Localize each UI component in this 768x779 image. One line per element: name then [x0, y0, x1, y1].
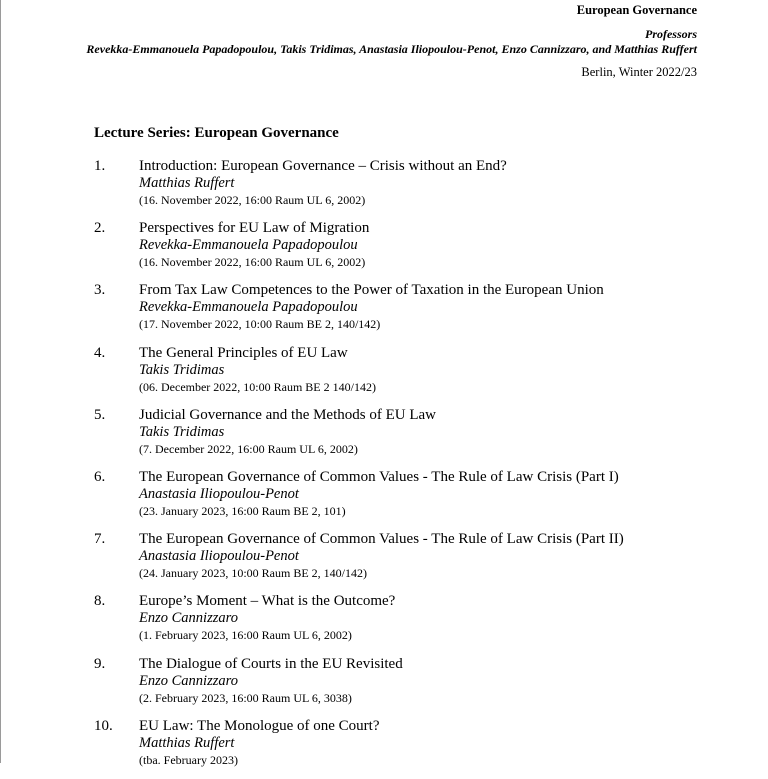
lecture-speaker: Enzo Cannizzaro: [139, 672, 238, 689]
lecture-number: 5.: [94, 406, 106, 423]
lecture-date-room: (16. November 2022, 16:00 Raum UL 6, 2002): [139, 255, 366, 270]
lecture-date-room: (1. February 2023, 16:00 Raum UL 6, 2002): [139, 628, 352, 643]
professors-names: Revekka-Emmanouela Papadopoulou, Takis Tridimas, Anastasia Iliopoulou-Penot, Enzo Cannizzaro, and Matthias Ruffert: [86, 42, 697, 56]
lecture-speaker: Takis Tridimas: [139, 423, 225, 440]
page-left-edge: [0, 0, 1, 763]
lecture-speaker: Anastasia Iliopoulou-Penot: [139, 485, 299, 502]
lecture-item: [94, 157, 714, 219]
lecture-speaker: Anastasia Iliopoulou-Penot: [139, 548, 299, 565]
lecture-title: The European Governance of Common Values - The Rule of Law Crisis (Part II): [139, 531, 624, 548]
lecture-title: Judicial Governance and the Methods of EU Law: [139, 406, 436, 423]
lecture-title: The European Governance of Common Values - The Rule of Law Crisis (Part I): [139, 468, 619, 485]
lecture-date-room: (2. February 2023, 16:00 Raum UL 6, 3038): [139, 690, 352, 705]
lecture-title: Europe’s Moment – What is the Outcome?: [139, 593, 396, 610]
lecture-item: [94, 717, 714, 779]
lecture-number: 1.: [94, 158, 106, 174]
lecture-title: The Dialogue of Courts in the EU Revisited: [139, 655, 403, 672]
lecture-date-room: (06. December 2022, 10:00 Raum BE 2 140/142): [139, 379, 376, 394]
lecture-item: [94, 406, 714, 468]
professors-label: Professors: [644, 27, 697, 41]
lecture-title: Introduction: European Governance – Crisis without an End?: [139, 158, 507, 174]
lecture-speaker: Matthias Ruffert: [139, 734, 235, 751]
lecture-number: 10.: [94, 717, 113, 734]
lecture-number: 7.: [94, 531, 106, 548]
lecture-number: 9.: [94, 655, 106, 672]
lecture-item: [94, 530, 714, 592]
lecture-date-room: (24. January 2023, 10:00 Raum BE 2, 140/142): [139, 566, 367, 581]
lecture-item: [94, 281, 714, 343]
lecture-number: 8.: [94, 593, 106, 610]
lecture-date-room: (17. November 2022, 10:00 Raum BE 2, 140/142): [139, 317, 381, 332]
lecture-number: 4.: [94, 344, 106, 361]
lecture-list: [94, 157, 714, 779]
lecture-item: [94, 592, 714, 654]
lecture-title: Perspectives for EU Law of Migration: [139, 220, 370, 237]
lecture-item: [94, 468, 714, 530]
lecture-title: EU Law: The Monologue of one Court?: [139, 717, 380, 734]
lecture-date-room: (7. December 2022, 16:00 Raum UL 6, 2002): [139, 441, 358, 456]
lecture-item: [94, 344, 714, 406]
lecture-speaker: Revekka-Emmanouela Papadopoulou: [139, 237, 358, 254]
lecture-speaker: Matthias Ruffert: [139, 175, 235, 191]
lecture-number: 3.: [94, 282, 106, 299]
lecture-date-room: (16. November 2022, 16:00 Raum UL 6, 2002): [139, 193, 366, 207]
lecture-title: From Tax Law Competences to the Power of Taxation in the European Union: [139, 282, 604, 299]
lecture-item: [94, 219, 714, 281]
place-and-term: Berlin, Winter 2022/23: [581, 65, 697, 79]
lecture-date-room: (tba. February 2023): [139, 752, 238, 767]
header-series-title: European Governance: [576, 3, 697, 17]
lecture-number: 2.: [94, 220, 106, 237]
lecture-item: [94, 655, 714, 717]
lecture-title: The General Principles of EU Law: [139, 344, 348, 361]
lecture-number: 6.: [94, 468, 106, 485]
document-header: [57, 3, 697, 79]
lecture-speaker: Revekka-Emmanouela Papadopoulou: [139, 299, 358, 316]
lecture-speaker: Enzo Cannizzaro: [139, 610, 238, 627]
lecture-date-room: (23. January 2023, 16:00 Raum BE 2, 101): [139, 503, 346, 518]
lecture-series-title: Lecture Series: European Governance: [94, 125, 339, 141]
lecture-speaker: Takis Tridimas: [139, 361, 225, 378]
